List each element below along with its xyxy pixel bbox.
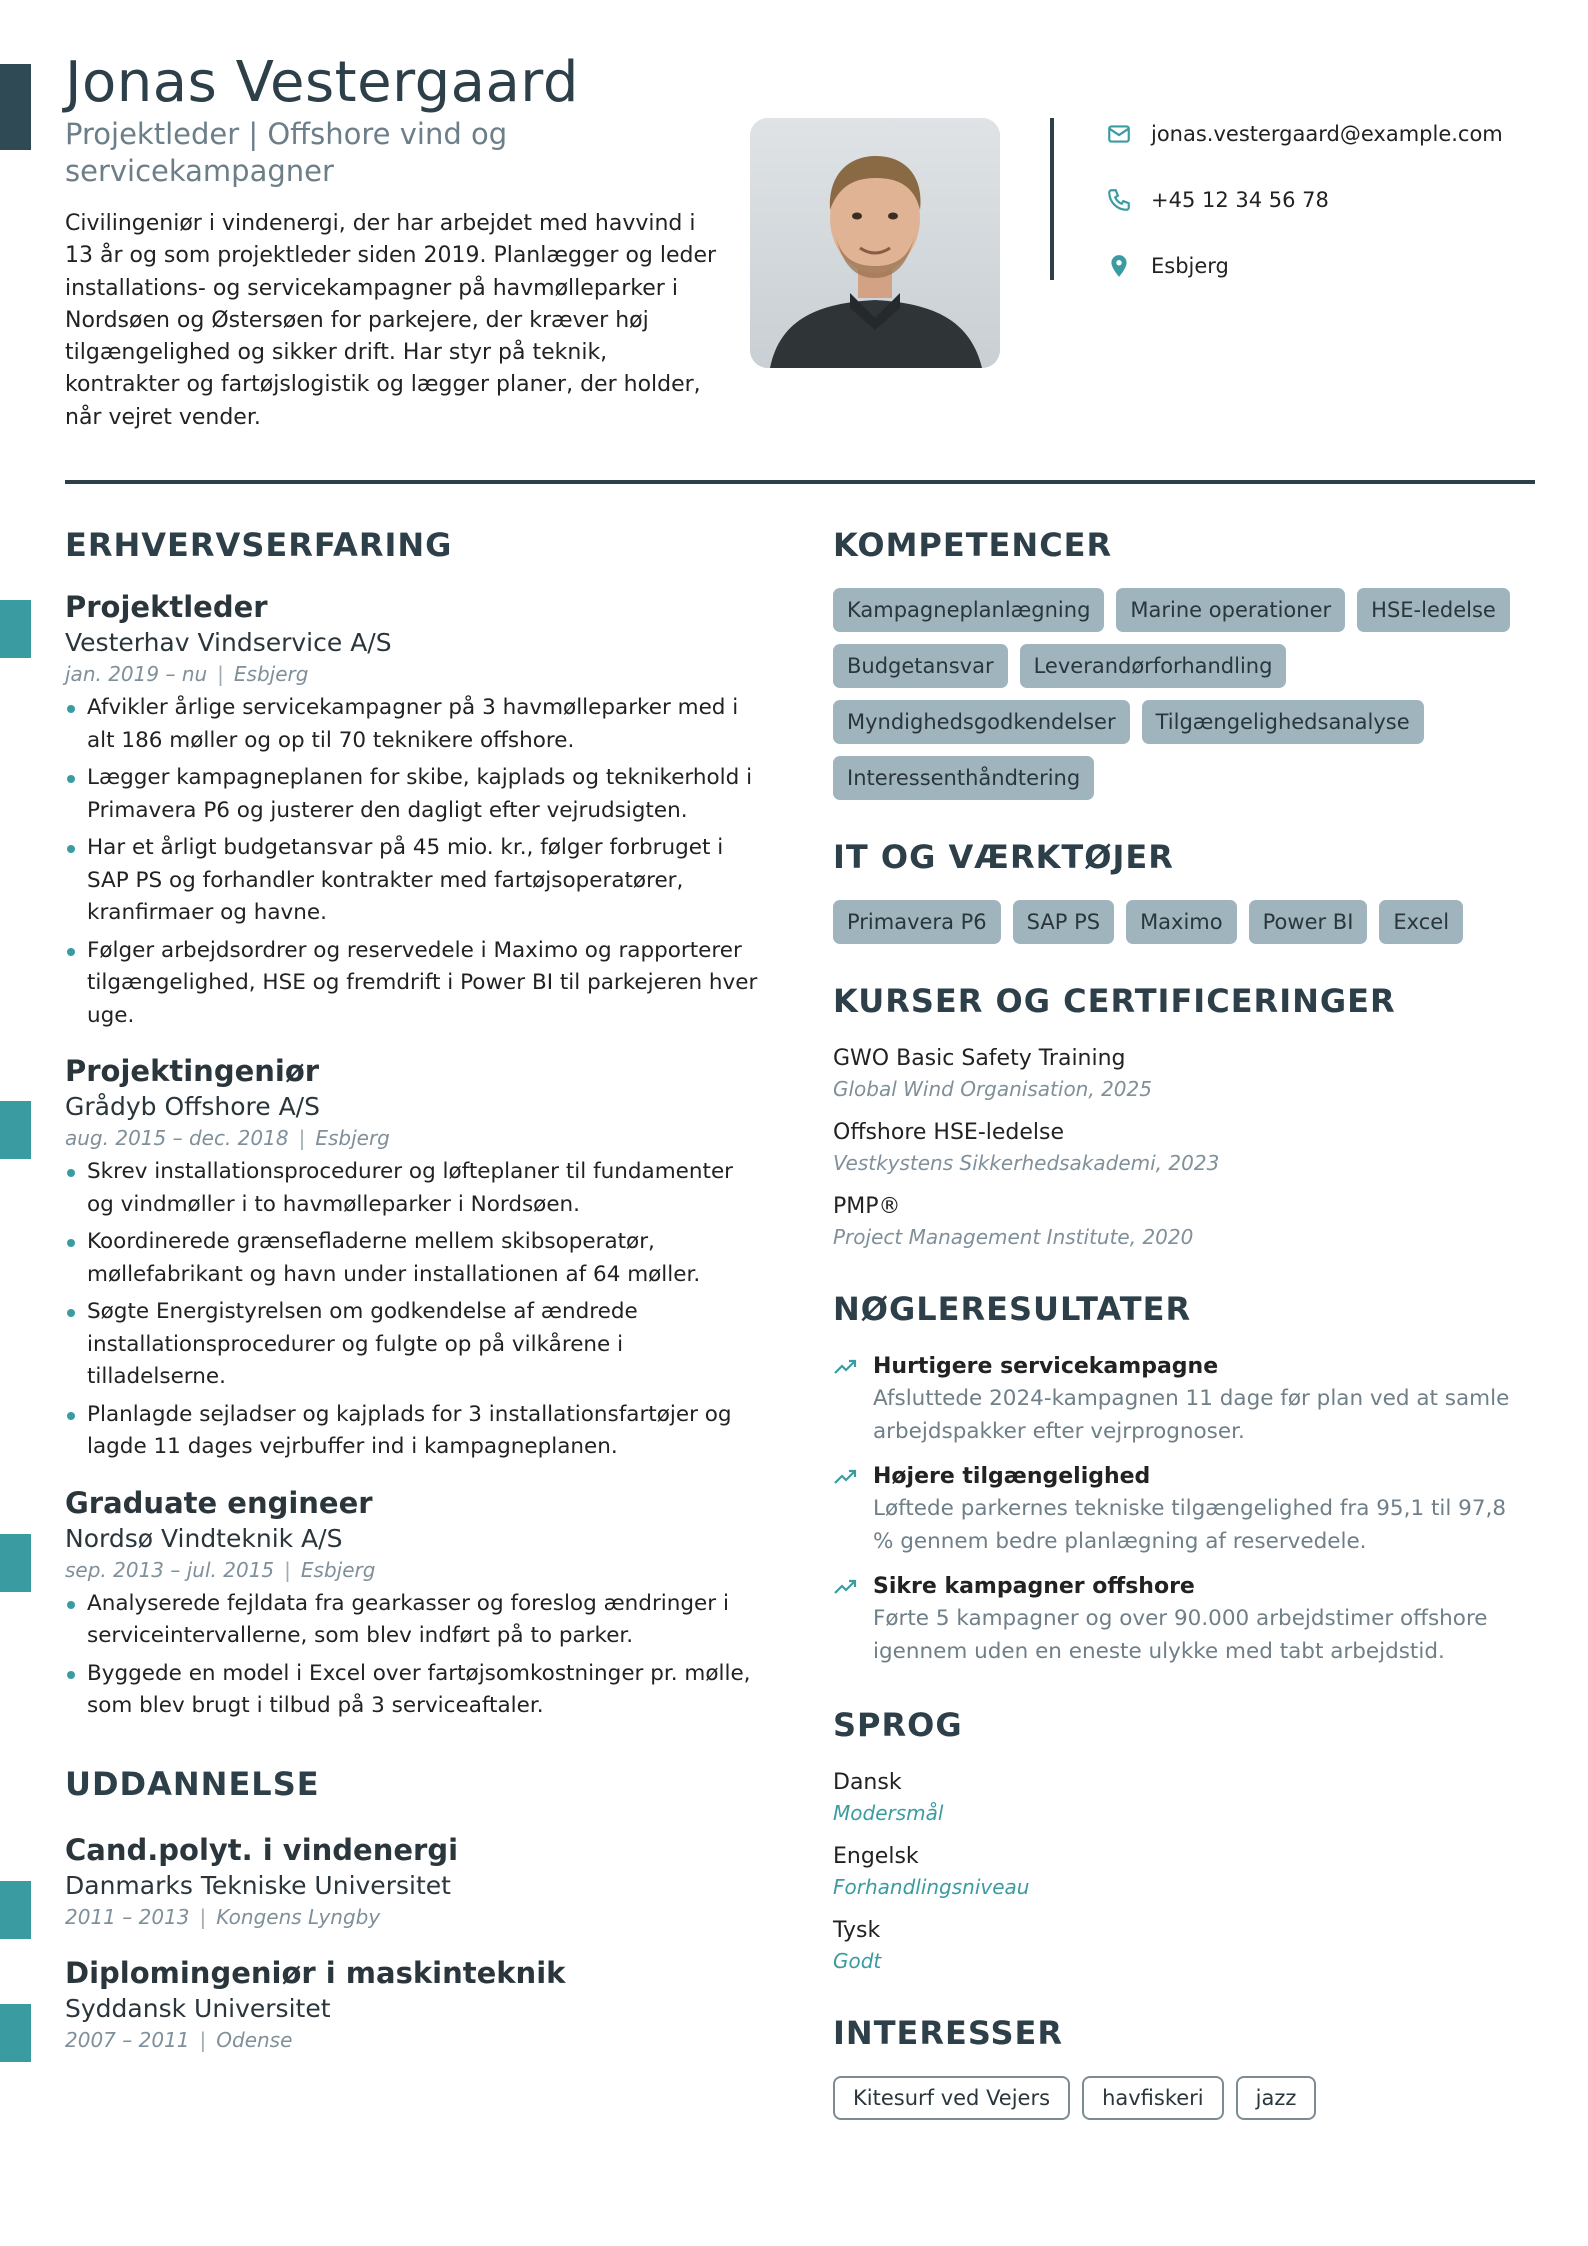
skill-tag: Leverandørforhandling — [1020, 644, 1287, 688]
language-name: Dansk — [833, 1770, 902, 1795]
job-entry — [65, 1052, 765, 1464]
list-item: Analyserede fejldata fra gearkasser og foreslog ændringer i serviceintervallerne, som blev indført på to parker. — [65, 1588, 765, 1653]
location-pin-icon — [1105, 252, 1133, 280]
education-meta: 2007 – 2011 | Odense — [65, 2027, 293, 2052]
course-org: Project Management Institute, 2020 — [833, 1225, 1194, 1249]
job-title: Graduate engineer — [65, 1485, 373, 1520]
trend-up-icon — [833, 1576, 859, 1598]
location-text: Esbjerg — [1151, 254, 1229, 278]
profile-photo — [750, 118, 1000, 368]
education-location: Odense — [216, 2027, 293, 2052]
job-location: Esbjerg — [300, 1557, 376, 1582]
job-title: Projektingeniør — [65, 1054, 320, 1088]
skills-heading: KOMPETENCER — [833, 526, 1113, 564]
trend-up-icon — [833, 1356, 859, 1378]
header-divider — [65, 480, 1535, 484]
interest-tag: havfiskeri — [1082, 2076, 1224, 2120]
skill-tag: HSE-ledelse — [1357, 588, 1510, 632]
course-entry — [833, 1044, 1533, 1104]
job-entry — [65, 588, 765, 1032]
skill-tag: Interessenthåndtering — [833, 756, 1094, 800]
job-subtitle: Projektleder | Offshore vind og servicekampagner — [65, 117, 508, 188]
job-company: Vesterhav Vindservice A/S — [65, 628, 392, 657]
mail-icon — [1105, 120, 1133, 148]
degree-title: Cand.polyt. i vindenergi — [65, 1832, 459, 1867]
tool-tag: SAP PS — [1013, 900, 1114, 944]
tool-tag: Excel — [1379, 900, 1463, 944]
list-item: Afvikler årlige servicekampagner på 3 havmølleparker med i alt 186 møller og op til 70 teknikere offshore. — [65, 692, 765, 757]
accent-bar-edu-1 — [0, 1881, 31, 1939]
result-entry — [833, 1462, 1533, 1558]
education-entry — [65, 1954, 765, 2055]
language-level: Forhandlingsniveau — [833, 1875, 1030, 1899]
job-period: aug. 2015 – dec. 2018 — [65, 1126, 289, 1150]
job-bullets — [65, 1156, 765, 1464]
language-entry — [833, 1916, 1533, 1976]
job-meta: jan. 2019 – nu | Esbjerg — [65, 662, 309, 686]
list-item: Følger arbejdsordrer og reservedele i Maximo og rapporterer tilgængelighed, HSE og fremdrift i Power BI til parkejeren hver uge. — [65, 935, 765, 1033]
courses-heading: KURSER OG CERTIFICERINGER — [833, 982, 1396, 1020]
result-text: Førte 5 kampagner og over 90.000 arbejdstimer offshore igennem uden en eneste ulykke med tabt arbejdstid. — [873, 1606, 1488, 1664]
language-entry — [833, 1768, 1533, 1828]
language-level: Godt — [833, 1949, 882, 1973]
language-level: Modersmål — [833, 1801, 944, 1825]
course-org: Global Wind Organisation, 2025 — [833, 1077, 1152, 1101]
job-title: Projektleder — [65, 590, 268, 624]
accent-bar-edu-2 — [0, 2004, 31, 2062]
course-name: PMP® — [833, 1194, 901, 1219]
course-name: GWO Basic Safety Training — [833, 1046, 1126, 1071]
phone-text: +45 12 34 56 78 — [1151, 188, 1329, 212]
tool-tag: Primavera P6 — [833, 900, 1001, 944]
result-title: Hurtigere servicekampagne — [873, 1354, 1219, 1379]
job-period: sep. 2013 – jul. 2015 — [65, 1557, 275, 1582]
course-entry — [833, 1192, 1533, 1252]
result-title: Højere tilgængelighed — [873, 1464, 1151, 1489]
trend-up-icon — [833, 1466, 859, 1488]
job-meta: sep. 2013 – jul. 2015 | Esbjerg — [65, 1557, 376, 1582]
education-location: Kongens Lyngby — [216, 1904, 381, 1929]
skill-tag: Marine operationer — [1116, 588, 1345, 632]
phone-icon — [1105, 186, 1133, 214]
skills-tags — [833, 588, 1533, 800]
list-item: Skrev installationsprocedurer og løfteplaner til fundamenter og vindmøller i to havmølleparker i Nordsøen. — [65, 1156, 765, 1221]
contact-location — [1105, 233, 1503, 299]
profile-summary: Civilingeniør i vindenergi, der har arbejdet med havvind i 13 år og som projektleder siden 2019. Planlægger og leder installations- og servicekampagner på havmølleparker i Nordsøen og Østersøen for parkejere, der kræver høj tilgængelighed og sikker drift. Har styr på teknik, kontrakter og fartøjslogistik og lægger planer, der holder, når vejret vender. — [65, 211, 717, 430]
result-entry — [833, 1352, 1533, 1448]
skill-tag: Kampagneplanlægning — [833, 588, 1104, 632]
result-entry — [833, 1572, 1533, 1668]
education-period: 2007 – 2011 — [65, 2027, 190, 2052]
languages-heading: SPROG — [833, 1706, 963, 1744]
job-company: Grådyb Offshore A/S — [65, 1092, 320, 1121]
accent-bar-job-1 — [0, 600, 31, 658]
person-portrait-icon — [750, 118, 1000, 368]
course-entry — [833, 1118, 1533, 1178]
interests-tags — [833, 2076, 1533, 2120]
education-entry — [65, 1831, 765, 1932]
job-meta: aug. 2015 – dec. 2018 | Esbjerg — [65, 1126, 390, 1150]
course-org: Vestkystens Sikkerhedsakademi, 2023 — [833, 1151, 1220, 1175]
job-location: Esbjerg — [233, 662, 309, 686]
job-bullets — [65, 692, 765, 1032]
interest-tag: jazz — [1236, 2076, 1317, 2120]
email-text: jonas.vestergaard@example.com — [1151, 122, 1503, 146]
accent-bar-job-2 — [0, 1101, 31, 1159]
interest-tag: Kitesurf ved Vejers — [833, 2076, 1070, 2120]
right-column — [833, 520, 1533, 2120]
language-entry — [833, 1842, 1533, 1902]
result-title: Sikre kampagner offshore — [873, 1574, 1195, 1599]
education-period: 2011 – 2013 — [65, 1904, 190, 1929]
job-bullets — [65, 1588, 765, 1723]
job-location: Esbjerg — [315, 1126, 390, 1150]
list-item: Koordinerede grænsefladerne mellem skibsoperatør, møllefabrikant og havn under installationen af 64 møller. — [65, 1226, 765, 1291]
tool-tag: Maximo — [1126, 900, 1237, 944]
school-name: Syddansk Universitet — [65, 1993, 331, 2023]
list-item: Lægger kampagneplanen for skibe, kajplads og teknikerhold i Primavera P6 og justerer den dagligt efter vejrudsigten. — [65, 762, 765, 827]
result-text: Løftede parkernes tekniske tilgængelighed fra 95,1 til 97,8 % gennem bedre planlægning af reservedele. — [873, 1496, 1507, 1554]
education-meta: 2011 – 2013 | Kongens Lyngby — [65, 1904, 381, 1929]
education-heading: UDDANNELSE — [65, 1764, 320, 1803]
degree-title: Diplomingeniør i maskinteknik — [65, 1955, 566, 1990]
list-item: Har et årligt budgetansvar på 45 mio. kr., følger forbruget i SAP PS og forhandler kontrakter med fartøjsoperatører, kranfirmaer og havne. — [65, 832, 765, 930]
list-item: Planlagde sejladser og kajplads for 3 installationsfartøjer og lagde 11 dages vejrbuffer ind i kampagneplanen. — [65, 1399, 765, 1464]
result-text: Afsluttede 2024-kampagnen 11 dage før plan ved at samle arbejdspakker efter vejrprognoser. — [873, 1386, 1510, 1444]
interests-heading: INTERESSER — [833, 2014, 1064, 2052]
course-name: Offshore HSE-ledelse — [833, 1120, 1065, 1145]
skill-tag: Tilgængelighedsanalyse — [1142, 700, 1424, 744]
name-accent-bar — [0, 64, 31, 150]
list-item: Søgte Energistyrelsen om godkendelse af ændrede installationsprocedurer og fulgte op på vilkårene i tilladelserne. — [65, 1296, 765, 1394]
tools-heading: IT OG VÆRKTØJER — [833, 838, 1174, 876]
contact-list — [1105, 101, 1503, 299]
language-name: Tysk — [833, 1918, 881, 1943]
experience-heading: ERHVERVSERFARING — [65, 526, 453, 564]
skill-tag: Myndighedsgodkendelser — [833, 700, 1130, 744]
person-name: Jonas Vestergaard — [65, 50, 579, 115]
accent-bar-job-3 — [0, 1534, 31, 1592]
contact-email[interactable] — [1105, 101, 1503, 167]
results-heading: NØGLERESULTATER — [833, 1290, 1192, 1328]
job-entry — [65, 1484, 765, 1723]
contact-phone[interactable] — [1105, 167, 1503, 233]
list-item: Byggede en model i Excel over fartøjsomkostninger pr. mølle, som blev brugt i tilbud på 3 serviceaftaler. — [65, 1658, 765, 1723]
language-name: Engelsk — [833, 1844, 919, 1869]
contact-divider — [1050, 118, 1054, 280]
job-period: jan. 2019 – nu — [65, 662, 208, 686]
skill-tag: Budgetansvar — [833, 644, 1008, 688]
left-column — [65, 520, 765, 2055]
tool-tag: Power BI — [1249, 900, 1368, 944]
school-name: Danmarks Tekniske Universitet — [65, 1870, 451, 1900]
job-company: Nordsø Vindteknik A/S — [65, 1523, 343, 1553]
tools-tags — [833, 900, 1533, 944]
